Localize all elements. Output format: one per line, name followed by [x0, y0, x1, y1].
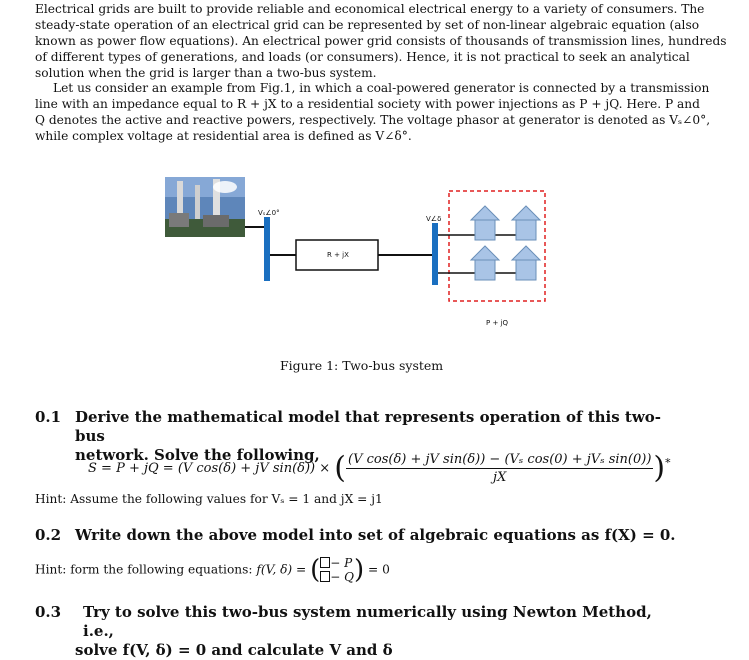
- intro-p1-line: known as power flow equations). An electrical power grid consists of thousands of transmission lines, hundreds: [35, 33, 727, 48]
- section-number: 0.2: [35, 526, 62, 544]
- power-plant-image: [165, 177, 245, 237]
- section-title-line: Write down the above model into set of algebraic equations as f(X) = 0.: [75, 526, 676, 544]
- section-number: 0.1: [35, 408, 62, 426]
- hint-1: Hint: Assume the following values for Vₛ = 1 and jX = j1: [35, 492, 383, 506]
- intro-p2-line: Q denotes the active and reactive powers, respectively. The voltage phasor at generator is denoted as Vₛ∠0°,: [35, 112, 711, 127]
- intro-paragraph-1: [35, 2, 727, 82]
- residual-vector: [320, 556, 354, 584]
- vector-top: − P: [330, 556, 353, 570]
- section-title-line: network. Solve the following,: [75, 446, 320, 464]
- section-number: 0.3: [35, 603, 62, 621]
- two-bus-figure: [155, 175, 555, 335]
- house-icon: [512, 206, 540, 240]
- generator-bus-label: Vₛ∠0°: [258, 209, 280, 217]
- intro-p2-line: line with an impedance equal to R + jX to a residential society with power injections as P + jQ. Here. P and: [35, 96, 700, 111]
- conjugate-star: *: [665, 456, 671, 470]
- load-bus-bar: [432, 223, 438, 285]
- hint-2: Hint: form the following equations: f(V, δ) = ( − P − Q ) = 0: [35, 555, 390, 585]
- two-bus-diagram: [155, 175, 555, 335]
- intro-p2-line: while complex voltage at residential area is defined as V∠δ°.: [35, 128, 412, 143]
- intro-p2-line: Let us consider an example from Fig.1, in which a coal-powered generator is connected by a transmission: [53, 81, 710, 95]
- section-title-line: Try to solve this two-bus system numerically using Newton Method, i.e.,: [83, 603, 652, 640]
- line-impedance-label: R + jX: [327, 251, 349, 259]
- hint-2-function: f(V, δ) =: [256, 562, 307, 577]
- vector-bottom: − Q: [330, 570, 355, 584]
- hint-2-rhs: = 0: [368, 562, 390, 577]
- equation-fraction: [346, 452, 653, 485]
- power-equation: S = P + jQ = (V cos(δ) + jV sin(δ)) × ( $\frac{\text{(V cos(δ) + jV sin(δ)) − (Vₛ cos(0) + jVₛ sin(0))}}{jX}$ )*: [88, 450, 671, 486]
- hint-2-prefix: Hint: form the following equations:: [35, 562, 253, 577]
- equation-denominator: jX: [493, 470, 507, 485]
- section-title-line: solve f(V, δ) = 0 and calculate V and δ: [75, 641, 393, 659]
- house-icon: [471, 206, 499, 240]
- placeholder-box: [320, 571, 330, 582]
- load-power-label: P + jQ: [486, 319, 508, 327]
- section-title: [75, 526, 685, 545]
- intro-paragraph-2: [35, 81, 711, 145]
- intro-p1-line: solution when the grid is larger than a two-bus system.: [35, 65, 377, 80]
- load-bus-label: V∠δ: [426, 215, 442, 223]
- intro-p1-line: steady-state operation of an electrical grid can be represented by set of non-linear algebraic equation (also: [35, 17, 700, 32]
- intro-p1-line: of different types of generations, and loads (or consumers). Hence, it is not practical to seek an analytical: [35, 49, 690, 64]
- intro-p1-line: Electrical grids are built to provide reliable and economical electrical energy to a variety of consumers. The: [35, 2, 705, 16]
- equation-lhs: S = P + jQ = (V cos(δ) + jV sin(δ)) ×: [88, 461, 331, 476]
- placeholder-box: [320, 557, 330, 568]
- house-icon: [512, 246, 540, 280]
- generator-bus-bar: [264, 217, 270, 281]
- house-icon: [471, 246, 499, 280]
- section-title-line: Derive the mathematical model that represents operation of this two-bus: [75, 408, 661, 445]
- figure-caption: Figure 1: Two-bus system: [280, 358, 444, 373]
- equation-numerator: (V cos(δ) + jV sin(δ)) − (Vₛ cos(0) + jVₛ sin(0)): [348, 452, 652, 467]
- section-title: [75, 603, 685, 660]
- residential-area-box: [449, 191, 545, 301]
